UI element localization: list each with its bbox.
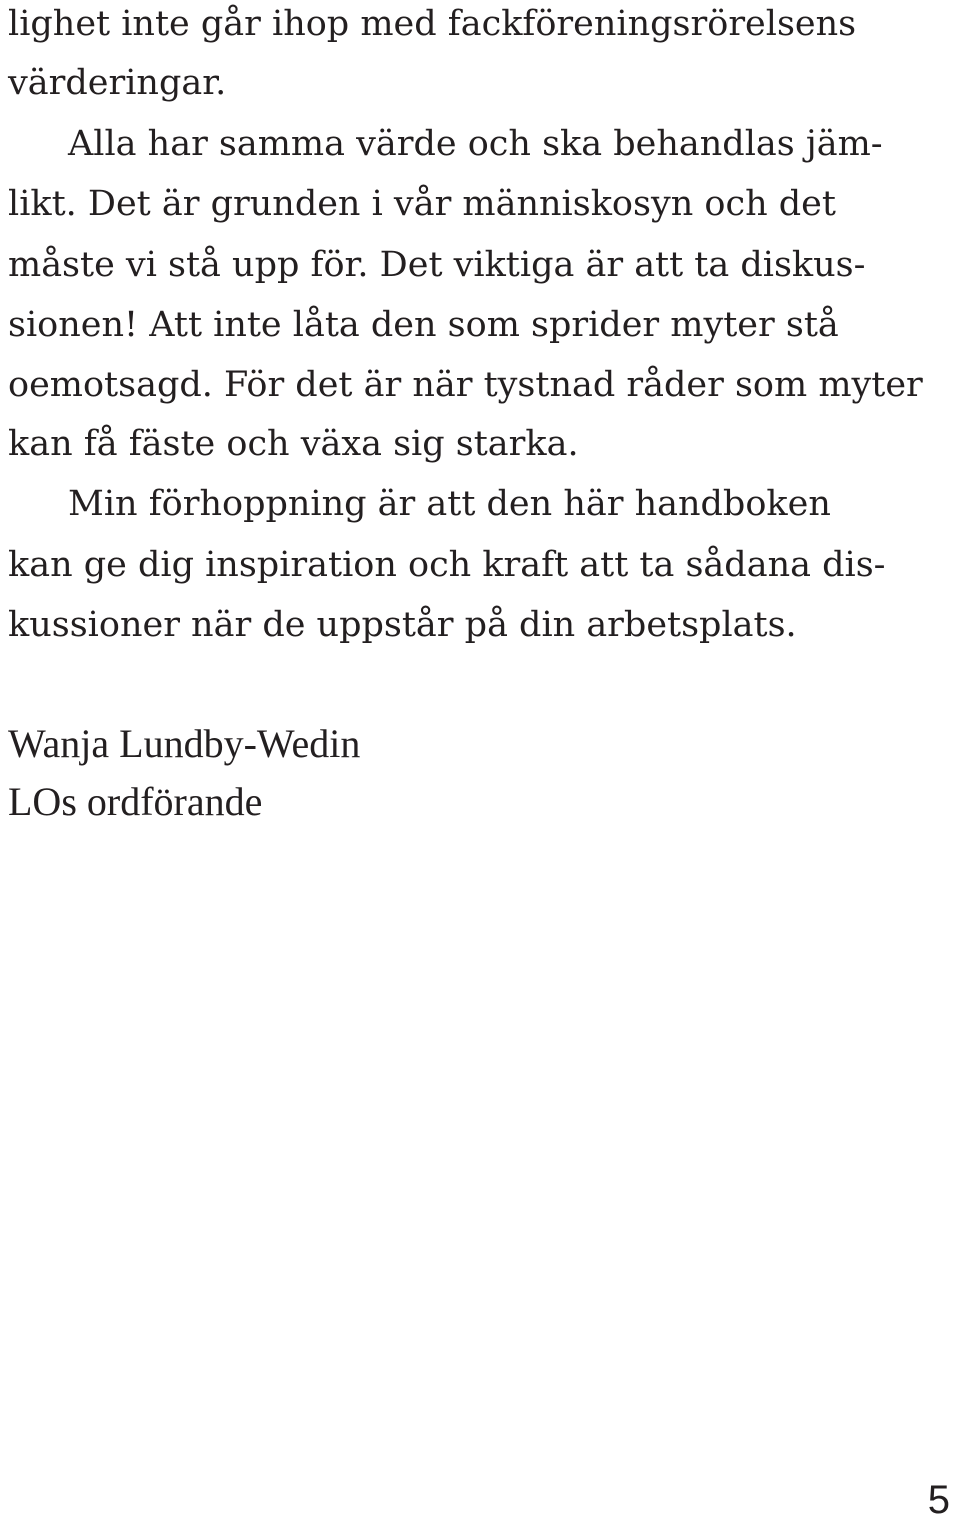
paragraph-start-line: Min förhoppning är att den här handboken xyxy=(68,484,831,524)
paragraph-start-line: Alla har samma värde och ska behandlas jäm- xyxy=(68,124,883,164)
text-line: värderingar. xyxy=(8,63,227,103)
text-line: måste vi stå upp för. Det viktiga är att ta diskus- xyxy=(8,245,866,285)
text-line: kussioner när de uppstår på din arbetsplats. xyxy=(8,605,797,645)
text-line: lighet inte går ihop med fackföreningsrörelsens xyxy=(8,4,857,44)
page-number: 5 xyxy=(927,1478,950,1522)
text-line: likt. Det är grunden i vår människosyn och det xyxy=(8,184,836,224)
text-line: kan få fäste och växa sig starka. xyxy=(8,424,579,464)
signature-name: Wanja Lundby-Wedin xyxy=(8,721,361,766)
text-line: oemotsagd. För det är när tystnad råder som myter xyxy=(8,365,923,405)
text-line: sionen! Att inte låta den som sprider myter stå xyxy=(8,305,839,345)
signature-title: LOs ordförande xyxy=(8,779,263,824)
text-line: kan ge dig inspiration och kraft att ta sådana dis- xyxy=(8,545,886,585)
